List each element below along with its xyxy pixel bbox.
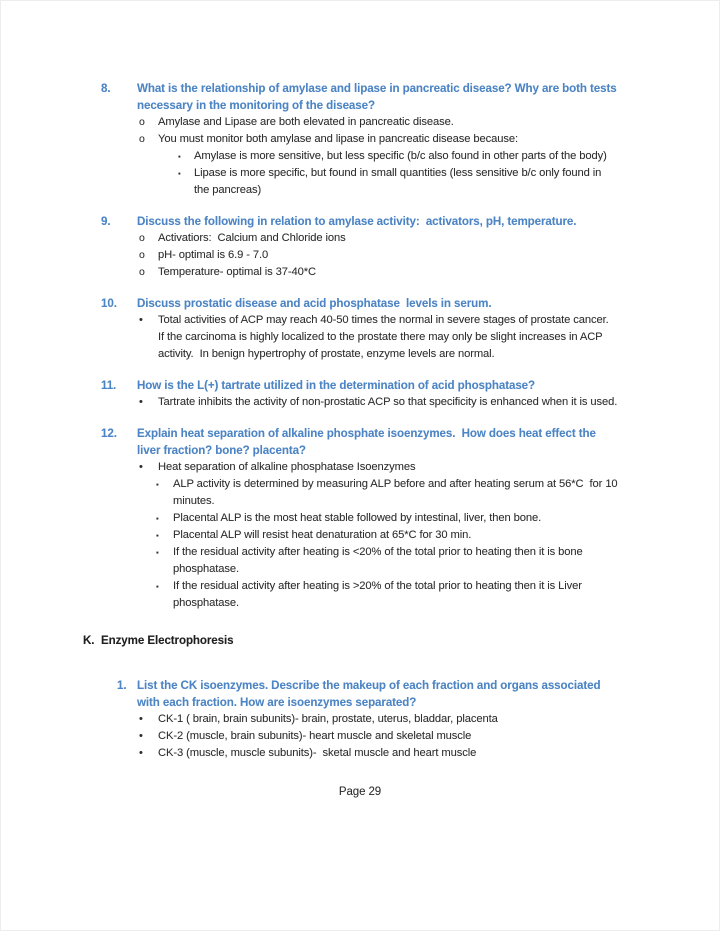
bullet-icon: • xyxy=(139,747,143,759)
answer-item xyxy=(139,131,619,148)
bullet-icon: • xyxy=(139,461,143,473)
bullet-icon: o xyxy=(139,133,145,145)
question-section xyxy=(101,677,619,762)
question-text: How is the L(+) tartrate utilized in the determination of acid phosphatase? xyxy=(137,379,536,392)
bullet-icon: ▪ xyxy=(178,169,181,178)
bullet-icon: • xyxy=(139,314,143,326)
answer-text: CK-1 ( brain, brain subunits)- brain, prostate, uterus, bladdar, placenta xyxy=(158,713,498,725)
bullet-icon: o xyxy=(139,266,145,278)
answer-item xyxy=(156,476,619,510)
bullet-icon: ▪ xyxy=(156,480,159,489)
answer-item xyxy=(139,247,619,264)
question-section xyxy=(101,80,619,612)
answer-item xyxy=(156,510,619,527)
answer-text: CK-2 (muscle, brain subunits)- heart muscle and skeletal muscle xyxy=(158,730,472,742)
bullet-icon: • xyxy=(139,730,143,742)
answer-item xyxy=(139,711,619,728)
question-text: Discuss the following in relation to amylase activity: activators, pH, temperature. xyxy=(137,215,577,228)
bullet-icon: ▪ xyxy=(156,548,159,557)
answer-item xyxy=(139,264,619,281)
question-text: What is the relationship of amylase and lipase in pancreatic disease? Why are both tests necessary in the monitoring of the disease? xyxy=(137,82,620,112)
answer-item xyxy=(139,230,619,247)
bullet-icon: ▪ xyxy=(156,531,159,540)
bullet-icon: o xyxy=(139,249,145,261)
question-heading xyxy=(101,677,619,711)
page-footer xyxy=(101,784,619,801)
question-heading xyxy=(101,80,619,114)
bullet-icon: • xyxy=(139,713,143,725)
sections-container xyxy=(83,80,621,762)
bullet-icon: • xyxy=(139,396,143,408)
answer-item xyxy=(139,459,619,476)
question-number: 9. xyxy=(101,215,111,228)
question-heading xyxy=(101,213,619,230)
answer-item xyxy=(139,728,619,745)
answer-text: ALP activity is determined by measuring ALP before and after heating serum at 56*C for 10 minutes. xyxy=(173,478,621,507)
question-heading xyxy=(101,377,619,394)
question-heading xyxy=(101,295,619,312)
question-block xyxy=(101,80,619,199)
bullet-icon: ▪ xyxy=(178,152,181,161)
answer-text: Activatiors: Calcium and Chloride ions xyxy=(158,232,346,244)
answer-item xyxy=(178,148,619,165)
answer-text: Heat separation of alkaline phosphatase Isoenzymes xyxy=(158,461,416,473)
bullet-icon: ▪ xyxy=(156,582,159,591)
answer-text: Placental ALP is the most heat stable followed by intestinal, liver, then bone. xyxy=(173,512,542,524)
section-letter: K. xyxy=(83,634,95,647)
question-number: 8. xyxy=(101,82,111,95)
answer-text: Amylase and Lipase are both elevated in pancreatic disease. xyxy=(158,116,454,128)
question-block xyxy=(101,295,619,363)
answer-item xyxy=(156,544,619,578)
question-number: 11. xyxy=(101,379,117,392)
question-heading xyxy=(101,425,619,459)
answer-text: If the residual activity after heating is <20% of the total prior to heating then it is bone phosphatase. xyxy=(173,546,586,575)
question-block xyxy=(101,677,619,762)
answer-item xyxy=(156,527,619,544)
answer-text: If the residual activity after heating is >20% of the total prior to heating then it is Liver phosphatase. xyxy=(173,580,585,609)
answer-text: Lipase is more specific, but found in small quantities (less sensitive b/c only found in the pancreas) xyxy=(194,167,605,196)
answer-text: CK-3 (muscle, muscle subunits)- sketal muscle and heart muscle xyxy=(158,747,477,759)
answer-text: Placental ALP will resist heat denaturation at 65*C for 30 min. xyxy=(173,529,472,541)
answer-item xyxy=(139,312,619,363)
bullet-icon: ▪ xyxy=(156,514,159,523)
question-text: Discuss prostatic disease and acid phosphatase levels in serum. xyxy=(137,297,492,310)
answer-text: pH- optimal is 6.9 - 7.0 xyxy=(158,249,269,261)
answer-text: Amylase is more sensitive, but less specific (b/c also found in other parts of the body) xyxy=(194,150,607,162)
answer-text: Temperature- optimal is 37-40*C xyxy=(158,266,316,278)
answer-item xyxy=(178,165,619,199)
document-content xyxy=(1,1,719,801)
question-number: 1. xyxy=(117,679,127,692)
answer-item xyxy=(139,745,619,762)
section-heading xyxy=(83,632,619,649)
page-number: Page 29 xyxy=(338,786,382,798)
question-number: 10. xyxy=(101,297,117,310)
question-text: List the CK isoenzymes. Describe the makeup of each fraction and organs associated with each fraction. How are isoenzymes separated? xyxy=(137,679,604,709)
answer-item xyxy=(156,578,619,612)
question-block xyxy=(101,377,619,411)
answer-item xyxy=(139,114,619,131)
bullet-icon: o xyxy=(139,232,145,244)
question-number: 12. xyxy=(101,427,117,440)
question-block xyxy=(101,425,619,612)
answer-text: You must monitor both amylase and lipase in pancreatic disease because: xyxy=(158,133,519,145)
answer-text: Tartrate inhibits the activity of non-prostatic ACP so that specificity is enhanced when it is used. xyxy=(158,396,618,408)
answer-item xyxy=(139,394,619,411)
bullet-icon: o xyxy=(139,116,145,128)
answer-text: Total activities of ACP may reach 40-50 times the normal in severe stages of prostate cancer. If the carcinoma is highly localized to the prostate there may only be slight increases in ACP activity. In benign hypertrophy of prostate, enzyme levels are normal. xyxy=(158,314,615,360)
question-block xyxy=(101,213,619,281)
section-title: Enzyme Electrophoresis xyxy=(101,634,234,647)
question-text: Explain heat separation of alkaline phosphate isoenzymes. How does heat effect the liver fraction? bone? placenta? xyxy=(137,427,599,457)
